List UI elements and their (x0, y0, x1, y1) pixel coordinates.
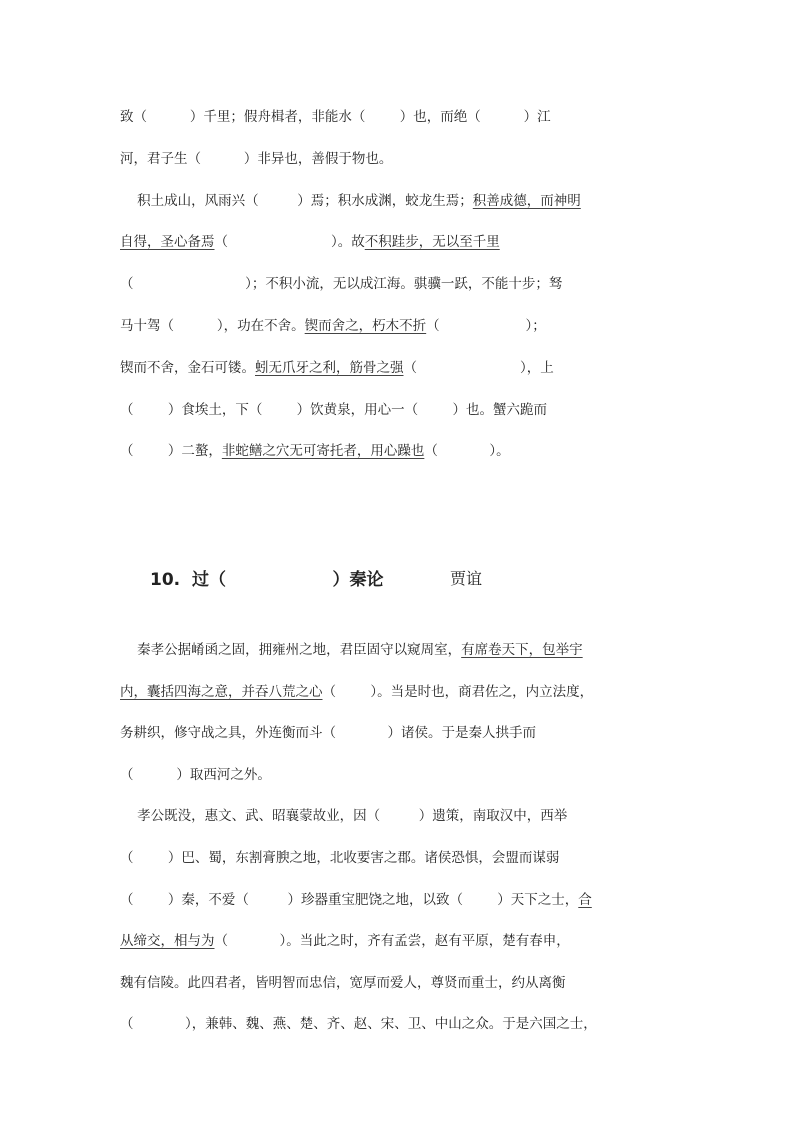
section-number: 10. (150, 570, 181, 590)
text-line (120, 848, 559, 868)
text-line (120, 316, 546, 336)
text-segment: 积土成山，风雨兴（ ）焉；积水成渊，蛟龙生焉； (120, 192, 473, 209)
section-heading (150, 565, 384, 590)
text-line (120, 723, 536, 743)
text-segment: 锲而不舍，金石可镂。 (120, 359, 255, 376)
underlined-phrase: 合 (578, 891, 592, 908)
text-segment: （ ）。当是时也，商君佐之，内立法度， (322, 683, 594, 700)
text-segment: 魏有信陵。此四君者，皆明智而忠信，宽厚而爱人，尊贤而重士，约从离衡 (120, 974, 566, 991)
text-segment: 马十驾（ ），功在不舍。 (120, 318, 305, 334)
text-segment: （ ），兼韩、魏、燕、楚、齐、赵、宋、卫、中山之众。于是六国之士， (120, 1016, 597, 1033)
text-line (120, 1014, 597, 1034)
underlined-phrase: 非蛇鳝之穴无可寄托者，用心躁也 (221, 443, 425, 460)
text-line (120, 191, 581, 211)
text-segment: 河，君子生（ ）非异也，善假于物也。 (120, 150, 393, 167)
text-line (120, 931, 570, 951)
text-segment: （ ）。故 (214, 234, 365, 251)
text-line (120, 107, 551, 127)
text-segment: （ ）。 (424, 443, 510, 460)
text-line (120, 232, 500, 252)
text-segment: （ ）秦，不爱（ ）珍器重宝肥饶之地，以致（ ）天下之士， (120, 891, 579, 908)
text-segment: 孝公既没，惠文、武、昭襄蒙故业，因（ ）遗策，南取汉中，西举 (120, 808, 568, 825)
text-segment: 致（ ）千里；假舟楫者，非能水（ ）也，而绝（ ）江 (120, 109, 551, 125)
text-segment: （ ）取西河之外。 (120, 766, 271, 783)
text-line (120, 890, 592, 910)
text-segment: 秦孝公据崤函之固，拥雍州之地，君臣固守以窥周室， (120, 642, 462, 658)
underlined-phrase: 积善成德，而神明 (472, 192, 581, 209)
underlined-phrase: 蚓无爪牙之利，筋骨之强 (255, 359, 404, 376)
section-title: 过（ ）秦论 (191, 570, 384, 590)
text-line (120, 274, 562, 294)
text-segment: （ ）；不积小流，无以成江海。骐骥一跃，不能十步；驽 (120, 276, 563, 293)
text-segment: （ ）； (426, 318, 546, 334)
text-line (120, 149, 392, 169)
text-line (120, 441, 510, 461)
text-line (120, 682, 593, 702)
underlined-phrase: 内，囊括四海之意，并吞八荒之心 (120, 683, 323, 700)
text-segment: 务耕织，修守战之具，外连衡而斗（ ）诸侯。于是秦人拱手而 (120, 725, 536, 742)
text-line (120, 640, 583, 660)
underlined-phrase: 自得，圣心备焉 (120, 234, 215, 251)
text-line (120, 400, 547, 420)
text-segment: （ ）食埃土，下（ ）饮黄泉，用心一（ ）也。蟹六跪而 (120, 401, 547, 418)
underlined-phrase: 有席卷天下，包举宇 (461, 642, 583, 658)
section-author: 贾谊 (450, 569, 483, 588)
text-line (120, 358, 554, 378)
underlined-phrase: 锲而舍之，朽木不折 (304, 318, 427, 334)
underlined-phrase: 从缔交，相与为 (120, 933, 215, 950)
text-segment: （ ）二螯， (120, 443, 222, 460)
text-segment: （ ）。当此之时，齐有孟尝，赵有平原，楚有春申， (214, 933, 570, 950)
underlined-phrase: 不积跬步，无以至千里 (364, 234, 500, 251)
text-line (120, 806, 567, 826)
text-segment: （ ）巴、蜀，东割膏腴之地，北收要害之郡。诸侯恐惧，会盟而谋弱 (120, 850, 560, 866)
text-line (120, 765, 271, 785)
text-segment: （ ），上 (403, 359, 554, 376)
text-line (120, 973, 566, 993)
